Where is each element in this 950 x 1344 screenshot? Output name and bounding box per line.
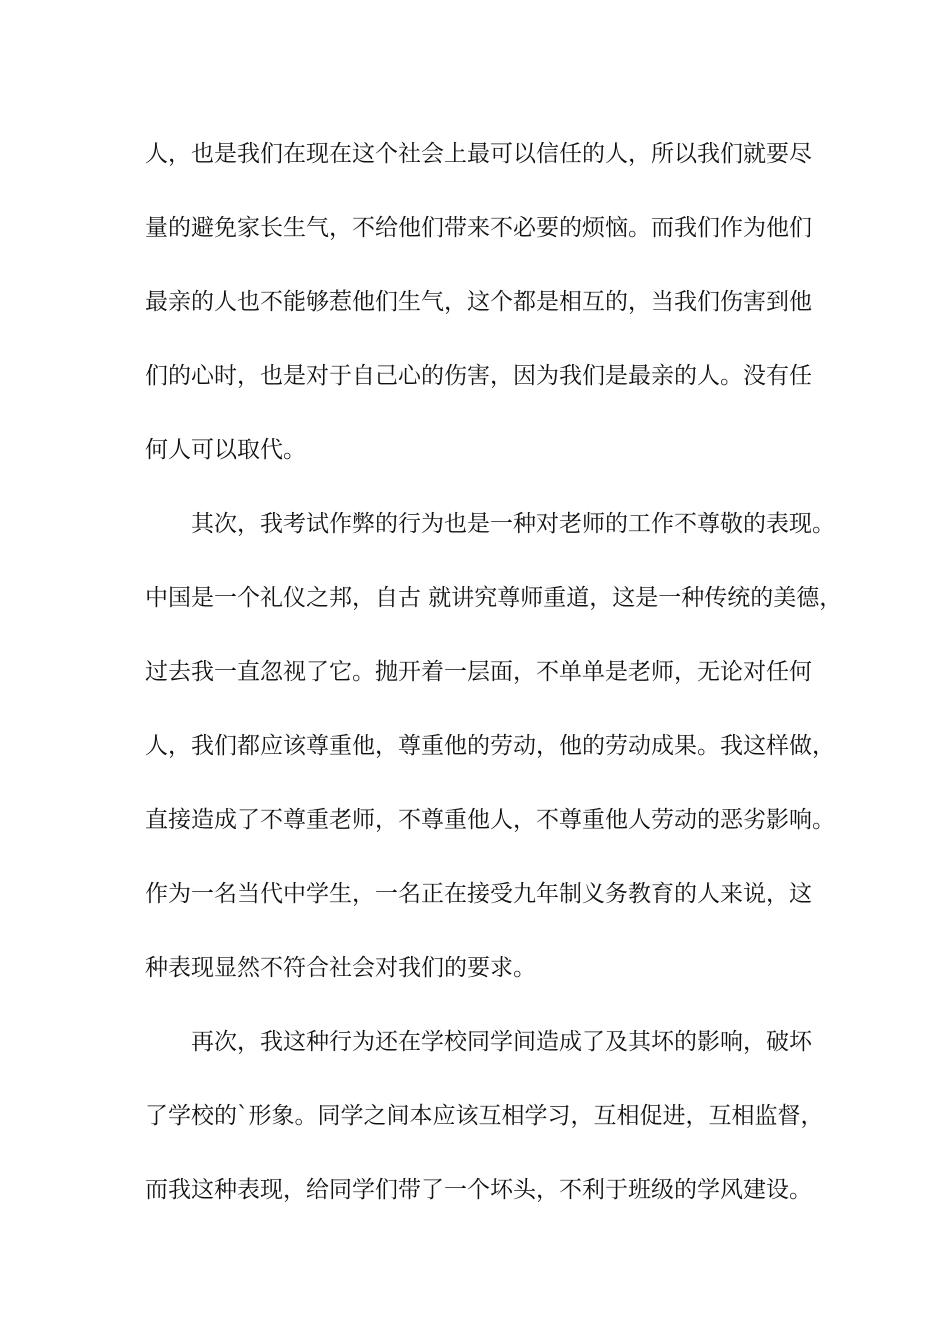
text-line: 作为一名当代中学生，一名正在接受九年制义务教育的人来说，这 xyxy=(145,881,812,907)
paragraph-first-line: 其次，我考试作弊的行为也是一种对老师的工作不尊敬的表现。 xyxy=(191,511,835,537)
text-line: 人，我们都应该尊重他，尊重他的劳动，他的劳动成果。我这样做， xyxy=(145,733,835,759)
text-line: 直接造成了不尊重老师，不尊重他人，不尊重他人劳动的恶劣影响。 xyxy=(145,807,835,833)
text-line: 了学校的`形象。同学之间本应该互相学习，互相促进，互相监督， xyxy=(145,1103,824,1129)
text-line: 过去我一直忽视了它。抛开着一层面，不单单是老师，无论对任何 xyxy=(145,659,812,685)
text-line: 们的心时，也是对于自己心的伤害，因为我们是最亲的人。没有任 xyxy=(145,363,812,389)
text-line: 量的避免家长生气，不给他们带来不必要的烦恼。而我们作为他们 xyxy=(145,215,812,241)
text-line: 最亲的人也不能够惹他们生气，这个都是相互的，当我们伤害到他 xyxy=(145,289,812,315)
text-line: 何人可以取代。 xyxy=(145,437,306,463)
text-line: 种表现显然不符合社会对我们的要求。 xyxy=(145,955,536,981)
paragraph-first-line: 再次，我这种行为还在学校同学间造成了及其坏的影响，破坏 xyxy=(191,1029,812,1055)
text-line: 人，也是我们在现在这个社会上最可以信任的人，所以我们就要尽 xyxy=(145,141,812,167)
text-line: 而我这种表现，给同学们带了一个坏头，不利于班级的学风建设。 xyxy=(145,1177,812,1203)
text-line: 中国是一个礼仪之邦，自古 就讲究尊师重道，这是一种传统的美德， xyxy=(145,585,843,611)
